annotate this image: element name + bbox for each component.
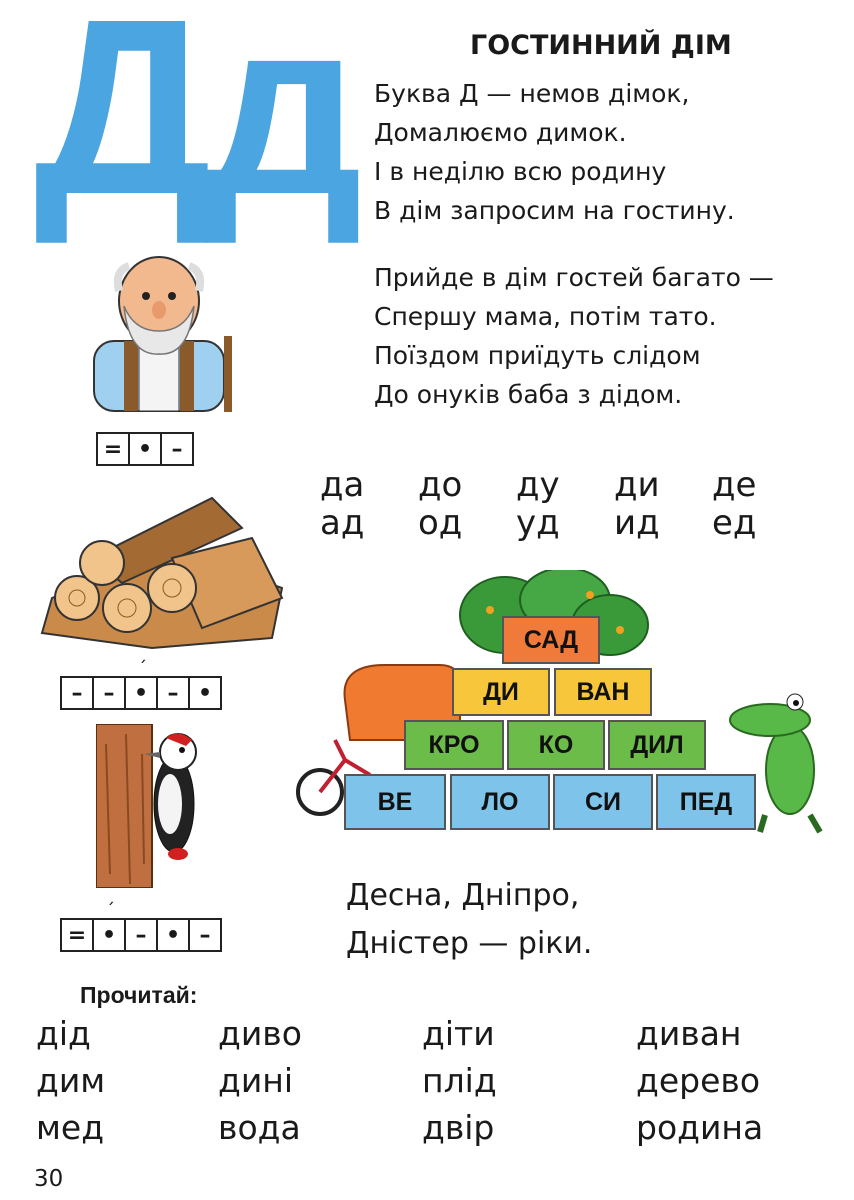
read-word: диво	[218, 1014, 302, 1053]
syllable: ду	[516, 465, 560, 505]
syllable: ид	[614, 503, 660, 543]
read-label: Прочитай:	[80, 982, 198, 1008]
pyramid-block: ДИ	[452, 668, 550, 716]
read-word: диван	[636, 1014, 742, 1053]
poem-line: Поїздом приїдуть слідом	[374, 341, 701, 370]
grandpa-illustration	[84, 246, 250, 412]
read-word: вода	[218, 1108, 301, 1147]
sound-scheme-grandpa	[96, 432, 194, 466]
sound-scheme-logs	[60, 658, 222, 710]
read-word: мед	[36, 1108, 105, 1147]
poem-line: Буква Д — немов дімок,	[374, 79, 690, 108]
pyramid-block: ВЕ	[344, 774, 446, 830]
syllable: ед	[712, 503, 757, 543]
poem-line: Спершу мама, потім тато.	[374, 302, 717, 331]
read-word: плід	[422, 1061, 497, 1100]
syllable: до	[418, 465, 463, 505]
pyramid-block: САД	[502, 616, 600, 664]
syllable: да	[320, 465, 365, 505]
accent-mark: ´	[138, 658, 147, 679]
pyramid-block: КО	[507, 720, 605, 770]
poem-line: Домалюємо димок.	[374, 118, 627, 147]
poem-line: Прийде в дім гостей багато —	[374, 263, 774, 292]
read-word: родина	[636, 1108, 764, 1147]
rivers-text	[346, 872, 592, 968]
pyramid-block: ЛО	[450, 774, 550, 830]
read-word: двір	[422, 1108, 495, 1147]
woodpecker-illustration	[96, 724, 216, 888]
scheme-cell: –	[199, 922, 211, 948]
pyramid-block: ПЕД	[656, 774, 756, 830]
syllable: ад	[320, 503, 365, 543]
logs-illustration	[32, 488, 284, 650]
pyramid-block: ДИЛ	[608, 720, 706, 770]
pyramid-block: ВАН	[554, 668, 652, 716]
poem-title: ГОСТИННИЙ ДІМ	[470, 30, 732, 61]
syllable-grid	[320, 466, 810, 542]
poem-stanza-1	[374, 74, 735, 230]
poem-line: В дім запросим на гостину.	[374, 196, 735, 225]
read-words-grid	[36, 1010, 836, 1151]
poem-line: І в неділю всю родину	[374, 157, 667, 186]
big-letter: Дд	[34, 0, 355, 246]
pyramid-block: КРО	[404, 720, 504, 770]
read-word: діти	[422, 1014, 495, 1053]
poem-line: До онуків баба з дідом.	[374, 380, 683, 409]
scheme-cell: ´ •	[94, 920, 126, 950]
read-word: дим	[36, 1061, 106, 1100]
syllable: уд	[516, 503, 560, 543]
rivers-line: Десна, Дніпро,	[346, 878, 580, 913]
read-word: дині	[218, 1061, 294, 1100]
accent-mark: ´	[106, 900, 115, 921]
scheme-cell: •	[158, 920, 190, 950]
scheme-cell: ´ •	[126, 678, 158, 708]
scheme-cell: –	[62, 678, 94, 708]
syllable: де	[712, 465, 757, 505]
scheme-cell: •	[197, 680, 213, 706]
scheme-cell: –	[171, 436, 183, 462]
rivers-line: Дністер — ріки.	[346, 926, 593, 961]
syllable: од	[418, 503, 463, 543]
page-number: 30	[34, 1166, 64, 1192]
scheme-cell: =	[62, 920, 94, 950]
pyramid-block: СИ	[553, 774, 653, 830]
scheme-cell: •	[130, 434, 162, 464]
sound-scheme-woodpecker	[60, 900, 222, 952]
poem-stanza-2	[374, 258, 774, 414]
read-word: дід	[36, 1014, 91, 1053]
scheme-cell: –	[158, 678, 190, 708]
scheme-cell: =	[98, 434, 130, 464]
scheme-cell: –	[126, 920, 158, 950]
scheme-cell: –	[94, 678, 126, 708]
read-word: дерево	[636, 1061, 761, 1100]
syllable: ди	[614, 465, 660, 505]
